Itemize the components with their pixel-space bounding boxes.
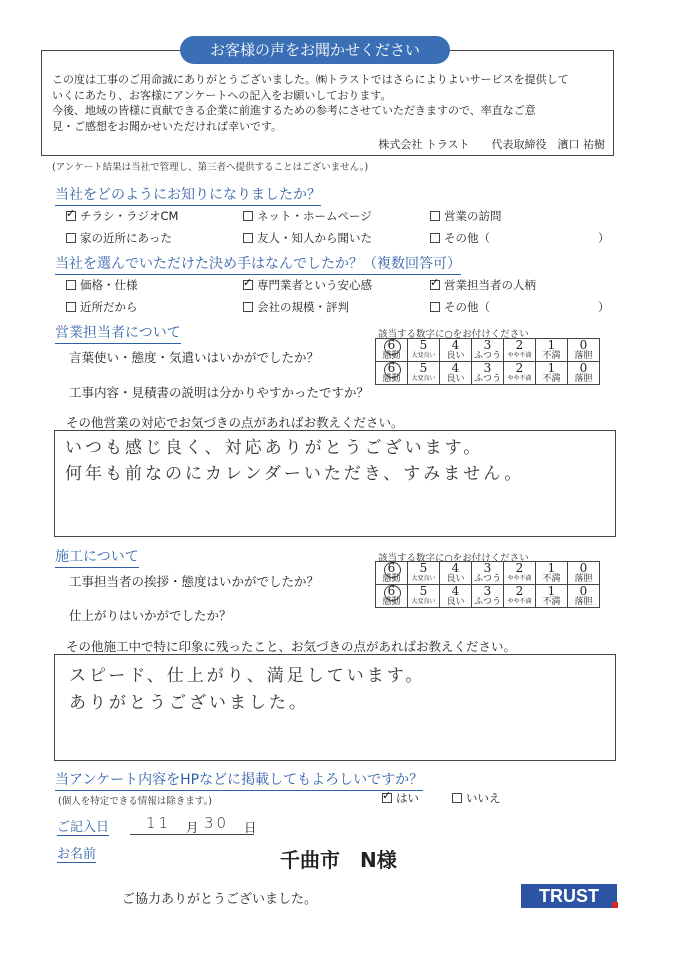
rating-label: 感動 — [382, 374, 401, 384]
rating-number: 3 — [483, 338, 492, 352]
rating-number: 1 — [547, 338, 556, 352]
checkbox[interactable] — [430, 211, 440, 221]
publish-heading: 当アンケート内容をHPなどに掲載してもよろしいですか？ — [55, 769, 423, 791]
rating-number: 5 — [419, 338, 428, 352]
rating-number: 3 — [483, 584, 492, 598]
checkbox[interactable] — [430, 280, 440, 290]
logo-red-mark — [612, 902, 618, 908]
construction-question-manner: 工事担当者の挨拶・態度はいかがでしたか？ — [69, 574, 320, 589]
rating-label: やや不満 — [507, 375, 532, 382]
rating-cell[interactable] — [376, 562, 408, 585]
q2-option-price[interactable]: 価格・仕様 — [66, 277, 138, 293]
handwritten-line: ありがとうございました。 — [69, 693, 309, 713]
sales-comment-box[interactable] — [54, 430, 616, 537]
rating-number: 2 — [515, 584, 524, 598]
rating-number: 2 — [515, 361, 524, 375]
rating-label: 大変良い — [411, 375, 436, 382]
rating-number: 1 — [547, 584, 556, 598]
rating-cell[interactable] — [408, 562, 440, 585]
sales-comment-prompt: その他営業の対応でお気づきの点があればお教えください。 — [66, 415, 404, 430]
rating-cell[interactable] — [408, 362, 440, 385]
rating-label: ふつう — [473, 597, 501, 607]
rating-label: やや不満 — [507, 598, 532, 605]
rating-hint: 該当する数字に○をお付けください — [378, 553, 529, 564]
selected-circle-mark — [384, 362, 401, 378]
rating-cell[interactable] — [504, 362, 536, 385]
rating-label: 大変良い — [411, 575, 436, 582]
rating-number: 6 — [387, 338, 396, 352]
q1-option-visit[interactable]: 営業の訪問 — [430, 208, 502, 224]
checkbox[interactable] — [66, 280, 76, 290]
rating-number: 0 — [579, 338, 588, 352]
rating-number: 6 — [387, 361, 396, 375]
rating-cell[interactable] — [408, 585, 440, 608]
q2-option-reputation[interactable]: 会社の規模・評判 — [243, 299, 349, 315]
selected-circle-mark — [384, 339, 401, 355]
checkbox[interactable] — [382, 793, 392, 803]
sales-heading: 営業担当者について — [55, 322, 181, 344]
rating-number: 1 — [547, 361, 556, 375]
rating-number: 0 — [579, 561, 588, 575]
rating-cell[interactable] — [504, 585, 536, 608]
rating-number: 4 — [451, 338, 460, 352]
entry-month-unit: 月 — [186, 820, 199, 835]
q2-heading: 当社を選んでいただけた決め手はなんでしたか？（複数回答可） — [55, 253, 461, 275]
checkbox[interactable] — [243, 280, 253, 290]
rating-cell[interactable] — [376, 339, 408, 362]
rating-label: 不満 — [542, 574, 561, 584]
sales-rating-table — [375, 338, 600, 385]
rating-label: 感動 — [382, 597, 401, 607]
checkbox[interactable] — [452, 793, 462, 803]
rating-label: ふつう — [473, 351, 501, 361]
q1-option-other[interactable]: その他（ — [430, 230, 490, 246]
q1-option-nearby[interactable]: 家の近所にあった — [66, 230, 172, 246]
q2-option-specialist[interactable]: ✓ 専門業者という安心感 — [243, 277, 372, 293]
entry-day-unit: 日 — [244, 820, 257, 835]
rating-number: 1 — [547, 561, 556, 575]
handwritten-line: いつも感じ良く、対応ありがとうございます。 — [65, 438, 484, 458]
q2-other-close: ） — [598, 300, 610, 314]
checkbox[interactable] — [243, 302, 253, 312]
publish-no[interactable]: いいえ — [452, 790, 501, 806]
publish-yes[interactable]: ✓ はい — [382, 790, 419, 806]
rating-number: 2 — [515, 561, 524, 575]
q1-other-close: ） — [598, 231, 610, 245]
rating-number: 3 — [483, 361, 492, 375]
handwritten-line: スピード、仕上がり、満足しています。 — [69, 666, 426, 686]
sales-question-manner: 言葉使い・態度・気遣いはいかがでしたか？ — [69, 350, 320, 365]
rating-label: 良い — [446, 351, 465, 361]
thanks-message: ご協力ありがとうございました。 — [122, 892, 318, 907]
q1-option-flyer[interactable]: ✓チラシ・ラジオCM — [66, 208, 178, 224]
rating-cell[interactable] — [536, 339, 568, 362]
rating-cell[interactable] — [536, 585, 568, 608]
rating-cell[interactable] — [536, 362, 568, 385]
checkbox[interactable] — [243, 233, 253, 243]
rating-label: ふつう — [473, 574, 501, 584]
rating-number: 6 — [387, 584, 396, 598]
rating-cell[interactable] — [568, 585, 600, 608]
rating-label: 落胆 — [574, 351, 593, 361]
rating-label: 不満 — [542, 374, 561, 384]
rating-number: 0 — [579, 361, 588, 375]
rating-cell[interactable] — [440, 585, 472, 608]
intro-line: 今後、地域の皆様に貢献できる企業に前進するための参考にさせていただきますので、率直なご意 — [52, 104, 536, 117]
checkbox[interactable] — [66, 233, 76, 243]
rating-label: やや不満 — [507, 352, 532, 359]
rating-number: 0 — [579, 584, 588, 598]
rating-label: やや不満 — [507, 575, 532, 582]
rating-cell[interactable] — [440, 339, 472, 362]
rating-cell[interactable] — [440, 362, 472, 385]
rating-cell[interactable] — [568, 562, 600, 585]
trust-logo: TRUST — [521, 884, 617, 908]
publish-note: (個人を特定できる情報は除きます。) — [58, 796, 212, 807]
intro-text — [52, 72, 607, 134]
selected-circle-mark — [384, 562, 401, 578]
handwritten-line: 何年も前なのにカレンダーいただき、すみません。 — [65, 464, 525, 484]
customer-name: 千曲市 N様 — [280, 848, 397, 872]
rating-cell[interactable] — [376, 585, 408, 608]
rating-label: 感動 — [382, 351, 401, 361]
construction-comment-box[interactable] — [54, 654, 616, 761]
rating-cell[interactable] — [568, 339, 600, 362]
rating-label: 大変良い — [411, 598, 436, 605]
company-signature: 株式会社 トラスト 代表取締役 濱口 祐樹 — [378, 138, 605, 151]
rating-label: 大変良い — [411, 352, 436, 359]
survey-title: お客様の声をお聞かせください — [180, 36, 450, 64]
checkbox[interactable] — [243, 211, 253, 221]
construction-rating-table — [375, 561, 600, 608]
construction-comment-prompt: その他施工中で特に印象に残ったこと、お気づきの点があればお教えください。 — [66, 639, 517, 654]
q2-option-sales-person[interactable]: ✓ 営業担当者の人柄 — [430, 277, 536, 293]
rating-number: 5 — [419, 361, 428, 375]
rating-number: 3 — [483, 561, 492, 575]
entry-month: 11 — [146, 814, 172, 832]
rating-number: 4 — [451, 361, 460, 375]
intro-line: この度は工事のご用命誠にありがとうございました。㈱トラストではさらによりよいサービスを提供して — [52, 73, 569, 86]
q1-option-friend[interactable]: 友人・知人から聞いた — [243, 230, 372, 246]
rating-label: 不満 — [542, 597, 561, 607]
rating-cell[interactable] — [536, 562, 568, 585]
rating-cell[interactable] — [504, 339, 536, 362]
rating-number: 5 — [419, 584, 428, 598]
rating-hint: 該当する数字に○をお付けください — [378, 329, 529, 340]
q1-option-web[interactable]: ネット・ホームページ — [243, 208, 372, 224]
rating-label: 落胆 — [574, 374, 593, 384]
rating-cell[interactable] — [376, 362, 408, 385]
entry-date-label: ご記入日 — [57, 816, 109, 836]
rating-number: 6 — [387, 561, 396, 575]
q2-option-other[interactable]: その他（ — [430, 299, 490, 315]
rating-label: 良い — [446, 374, 465, 384]
q1-heading: 当社をどのようにお知りになりましたか？ — [55, 184, 321, 206]
rating-label: 感動 — [382, 574, 401, 584]
checkbox[interactable] — [430, 233, 440, 243]
checkbox[interactable] — [430, 302, 440, 312]
rating-cell[interactable] — [504, 562, 536, 585]
rating-cell[interactable] — [568, 362, 600, 385]
selected-circle-mark — [384, 585, 401, 601]
rating-number: 4 — [451, 561, 460, 575]
construction-question-finish: 仕上がりはいかがでしたか？ — [69, 608, 232, 623]
privacy-note: (アンケート結果は当社で管理し、第三者へ提供することはございません。) — [52, 162, 369, 173]
checkbox[interactable] — [66, 302, 76, 312]
rating-cell[interactable] — [472, 562, 504, 585]
intro-line: 見・ご感想をお聞かせいただければ幸いです。 — [52, 119, 283, 133]
sales-question-explanation: 工事内容・見積書の説明は分かりやすかったですか？ — [69, 385, 370, 400]
intro-line: いくにあたり、お客様にアンケートへの記入をお願いしております。 — [52, 88, 392, 102]
rating-label: 良い — [446, 597, 465, 607]
rating-label: 落胆 — [574, 574, 593, 584]
rating-number: 4 — [451, 584, 460, 598]
rating-cell[interactable] — [472, 362, 504, 385]
entry-day: 30 — [204, 814, 230, 832]
q2-option-nearby[interactable]: 近所だから — [66, 299, 138, 315]
rating-label: 落胆 — [574, 597, 593, 607]
rating-cell[interactable] — [472, 339, 504, 362]
rating-cell[interactable] — [408, 339, 440, 362]
rating-cell[interactable] — [440, 562, 472, 585]
rating-number: 2 — [515, 338, 524, 352]
rating-cell[interactable] — [472, 585, 504, 608]
rating-label: 不満 — [542, 351, 561, 361]
rating-number: 5 — [419, 561, 428, 575]
construction-heading: 施工について — [55, 546, 139, 568]
name-label: お名前 — [57, 843, 96, 863]
checkbox[interactable] — [66, 211, 76, 221]
rating-label: ふつう — [473, 374, 501, 384]
rating-label: 良い — [446, 574, 465, 584]
